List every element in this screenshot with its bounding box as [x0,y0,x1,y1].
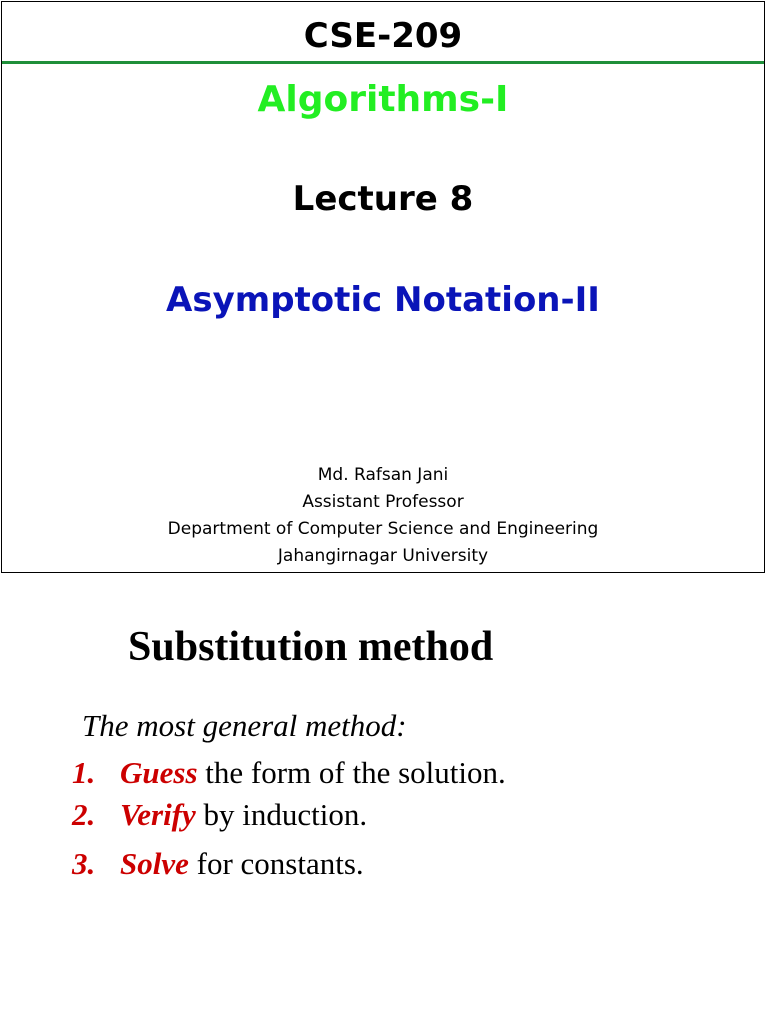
list-item [72,795,367,835]
slide-title: Substitution method [128,624,494,670]
step-text: by induction. [195,797,368,832]
author-department: Department of Computer Science and Engineering [167,519,599,539]
course-title: Algorithms-I [257,79,509,120]
step-keyword: Verify [120,797,196,832]
author-block [2,462,764,570]
step-keyword: Solve [120,846,189,881]
author-name: Md. Rafsan Jani [317,465,449,485]
author-university: Jahangirnagar University [277,546,489,566]
list-item [72,753,506,793]
intro-text: The most general method: [82,708,407,743]
list-item [72,844,364,884]
title-slide [1,1,765,573]
header-divider [2,61,764,64]
lecture-topic: Asymptotic Notation-II [166,280,600,320]
lecture-number: Lecture 8 [292,179,474,219]
step-text: the form of the solution. [197,755,506,790]
course-code: CSE-209 [303,16,463,56]
step-keyword: Guess [120,755,198,790]
author-position: Assistant Professor [302,492,464,512]
step-text: for constants. [188,846,364,881]
step-number: 1. [72,755,96,790]
step-number: 3. [72,846,96,881]
step-number: 2. [72,797,96,832]
